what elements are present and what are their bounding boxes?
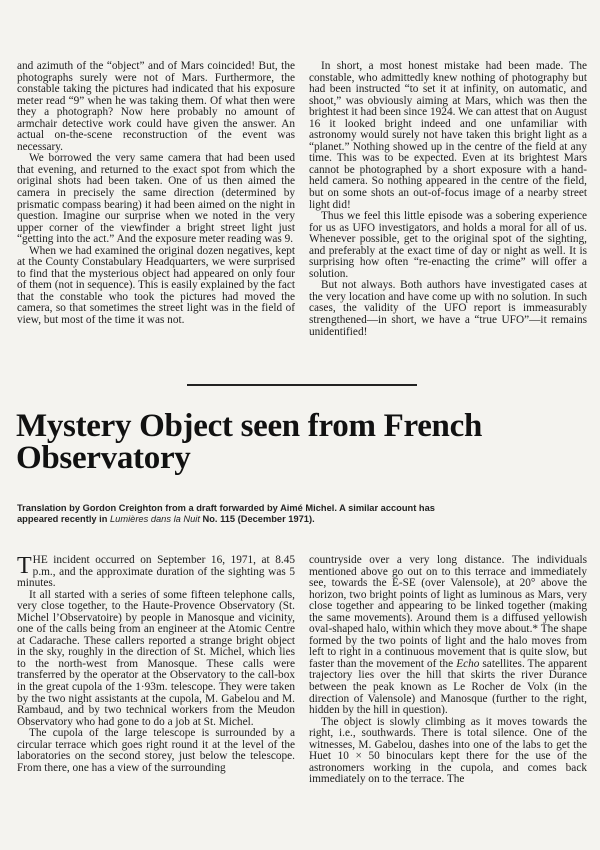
byline-text: Translation by Gordon Creighton from a draft forwarded by Aimé Michel. A similar account has appeared recently in	[17, 503, 435, 524]
previous-article-right-column	[309, 61, 587, 338]
article-byline	[17, 503, 437, 524]
previous-article-left-column	[17, 61, 295, 327]
byline-issue: No. 115 (December 1971).	[199, 513, 315, 524]
section-divider	[187, 384, 417, 386]
paragraph: The object is slowly climbing as it moves towards the right, i.e., southwards. There is total silence. One of the witnesses, M. Gabelou, dashes into one of the labs to get the Huet 10 × 50 binoculars kept there for the use of the astronomers working in the cupola, and comes back immediately on to the terrace. The	[309, 715, 587, 786]
paragraph: But not always. Both authors have investigated cases at the very location and have come up with no solution. In such cases, the validity of the UFO report is immeasurably strengthened—in short, we have a “true UFO”—it remains unidentified!	[309, 279, 587, 338]
paragraph-text: satellites. The apparent trajectory lies over the hill that skirts the river Durance between the peak known as Le Rocher de Volx (in the direction of Valensole) and Manosque (further to the right, hidden by the hill in question).	[309, 657, 587, 717]
paragraph: and azimuth of the “object” and of Mars coincided! But, the photographs surely were not of Mars. Furthermore, the constable taking the pictures had indicated that his exposure meter read “9” when he was taking them. Of what then were they a photograph? Now here probably no amount of armchair detective work could have given the answer. An actual on-the-scene reconstruction of the event was necessary.	[17, 60, 295, 153]
article-title: Mystery Object seen from French Observatory	[16, 408, 482, 476]
paragraph	[17, 555, 295, 590]
paragraph-text: HE incident occurred on September 16, 1971, at 8.45 p.m., and the approximate duration of the sighting was 5 minutes.	[17, 554, 295, 590]
article-left-column	[17, 555, 295, 774]
paragraph: When we had examined the original dozen negatives, kept at the County Constabulary Headquarters, we were surprised to find that the mysterious object had appeared on only four of them (not in sequence). This is easily explained by the fact that the constable who took the pictures had moved the camera, so that sometimes the street light was in the field of view, but most of the time it was not.	[17, 244, 295, 327]
paragraph	[309, 555, 587, 717]
drop-cap: T	[17, 553, 32, 579]
paragraph: In short, a most honest mistake had been made. The constable, who admittedly knew nothing of photography but had been instructed “to set it at infinity, on automatic, and shoot,” was obviously aiming at Mars, which was then the brightest it had been since 1924. We can attest that on August 16 it looked bright indeed and one unfamiliar with astronomy would surely not have taken this bright light as a “planet.” Nothing showed up in the centre of the field at any time. This was to be expected. Even at its brightest Mars cannot be photographed by a short exposure with a hand-held camera. So nothing appeared in the centre of the field, but on some shots an out-of-focus image of a nearby street light did!	[309, 60, 587, 211]
paragraph: We borrowed the very same camera that had been used that evening, and returned to the exact spot from which the original shots had been taken. One of us then aimed the camera in precisely the same direction (determined by prismatic compass bearing) it had been aimed on the night in question. Imagine our surprise when we noted in the very upper corner of the viewfinder a bright street light just “getting into the act.” And the exposure meter reading was 9.	[17, 152, 295, 246]
paragraph-text: countryside over a very long distance. The individuals mentioned above go out on to this terrace and immediately see, towards the E-SE (over Valensole), at 20° above the horizon, two bright points of light as luminous as Mars, very close together and appearing to be linked together (making the same movements). Around them is a diffused yellowish oval-shaped halo, within which they move about.* The shape formed by the two points of light and the halo moves from left to right in a continuous movement that is quite slow, but faster than the movement of the	[309, 554, 587, 670]
satellite-name: Echo	[456, 657, 480, 670]
publication-name: Lumières dans la Nuit	[110, 513, 200, 524]
article-right-column	[309, 555, 587, 786]
paragraph: The cupola of the large telescope is surrounded by a circular terrace which goes right round it at the level of the laboratories on the second storey, just below the telescope. From there, one has a view of the surrounding	[17, 727, 295, 774]
paragraph: Thus we feel this little episode was a sobering experience for us as UFO investigators, and holds a moral for all of us. Whenever possible, get to the original spot of the sighting, and preferably at the exact time of day or night as well. It is surprising how often “re-enacting the crime” will offer a solution.	[309, 210, 587, 280]
paragraph: It all started with a series of some fifteen telephone calls, very close together, to the Haute-Provence Observatory (St. Michel l’Observatoire) by people in Manosque and vicinity, one of the calls being from an engineer at the Atomic Centre at Cadarache. These callers reported a strange bright object in the sky, roughly in the direction of St. Michel, which lies to the north-west from Manosque. These calls were transferred by the operator at the Observatory to the call-box in the great cupola of the 1·93m. telescope. They were taken by the two night assistants at the cupola, M. Gabelou and M. Rambaud, and by two technical workers from the Meudon Observatory who had gone to do a job at St. Michel.	[17, 588, 295, 728]
